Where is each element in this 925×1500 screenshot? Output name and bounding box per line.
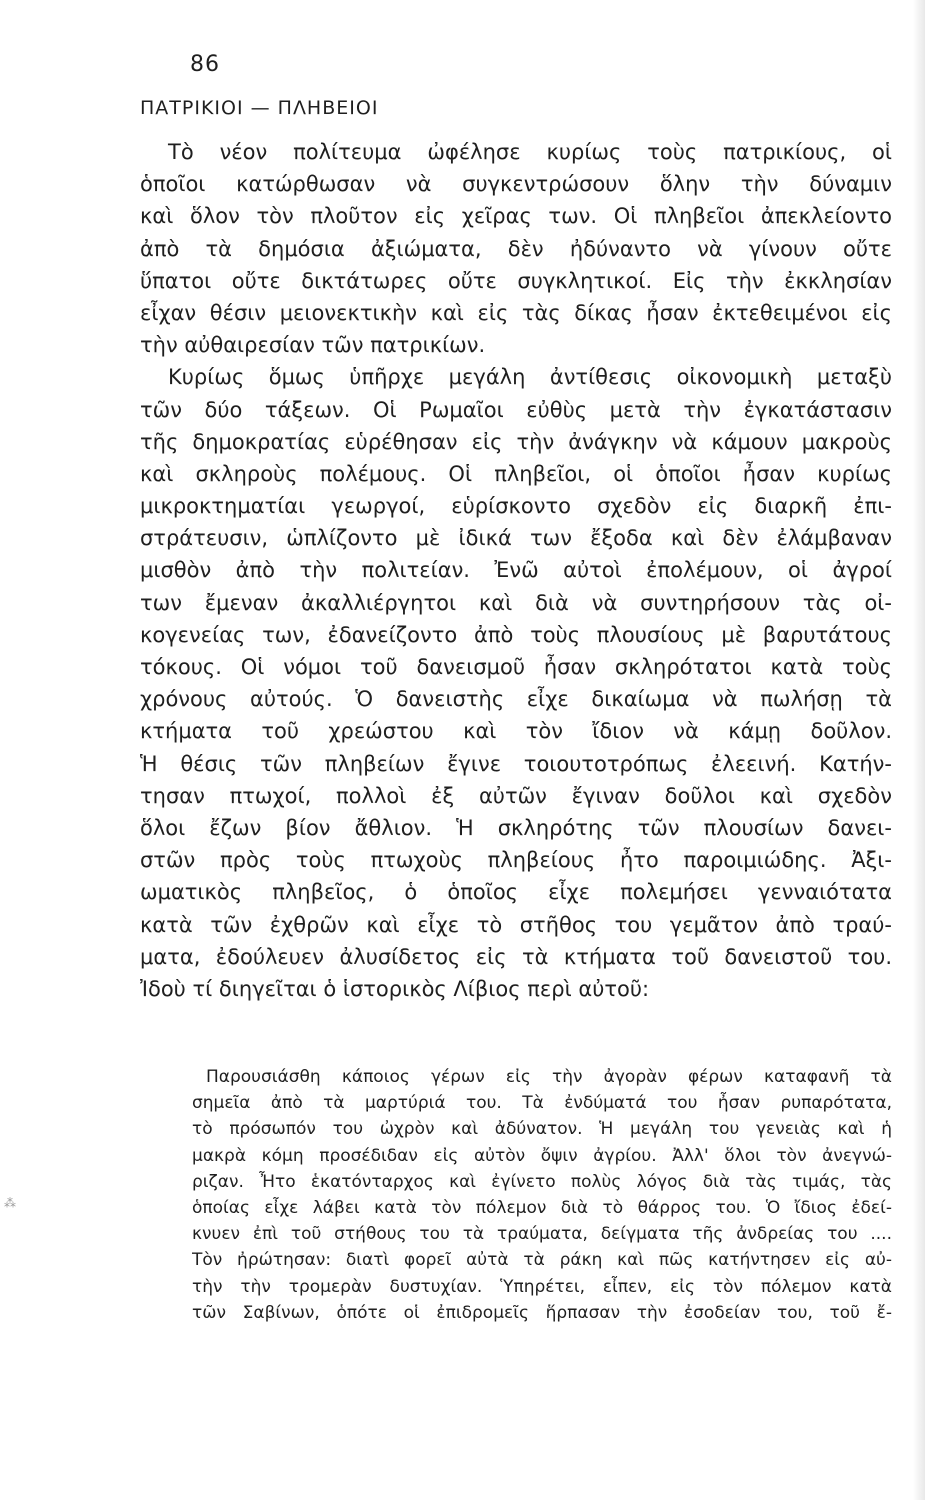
text-line: εἶχαν θέσιν μειονεκτικὴν καὶ εἰς τὰς δίκας ἦσαν ἐκτεθειμένοι εἰς [140, 300, 892, 325]
quote-line: ριζαν. Ἦτο ἑκατόνταρχος καὶ ἐγίνετο πολὺς λόγος διὰ τὰς τιμάς, τὰς [192, 1171, 892, 1192]
margin-mark: ⁂ [4, 1196, 16, 1210]
text-line: Ἡ θέσις τῶν πληβείων ἔγινε τοιουτοτρόπως ἐλεεινή. Κατήν- [140, 751, 892, 776]
text-line: μισθὸν ἀπὸ τὴν πολιτείαν. Ἐνῶ αὐτοὶ ἐπολέμουν, οἱ ἀγροί [140, 558, 892, 583]
text-line: τῶν δύο τάξεων. Οἱ Ρωμαῖοι εὐθὺς μετὰ τὴν ἐγκατάστασιν [140, 397, 892, 422]
quote-line: Παρουσιάσθη κάποιος γέρων εἰς τὴν ἀγορὰν φέρων καταφανῆ τὰ [206, 1067, 892, 1087]
text-line: των ἔμεναν ἀκαλλιέργητοι καὶ διὰ νὰ συντηρήσουν τὰς οἰ- [140, 590, 892, 615]
text-line: χρόνους αὐτούς. Ὁ δανειστὴς εἶχε δικαίωμα νὰ πωλήσῃ τὰ [140, 687, 892, 712]
quotation-block [192, 1064, 892, 1326]
main-text [140, 136, 892, 1005]
quote-line: τὸ πρόσωπόν του ὠχρὸν καὶ ἀδύνατον. Ἡ μεγάλη του γενειὰς καὶ ἡ [192, 1119, 892, 1140]
text-line: τόκους. Οἱ νόμοι τοῦ δανεισμοῦ ἦσαν σκληρότατοι κατὰ τοὺς [140, 655, 892, 679]
text-line: κογενείας των, ἐδανείζοντο ἀπὸ τοὺς πλουσίους μὲ βαρυτάτους [140, 622, 892, 647]
text-line: Τὸ νέον πολίτευμα ὠφέλησε κυρίως τοὺς πατρικίους, οἱ [168, 140, 892, 164]
text-line: στῶν πρὸς τοὺς πτωχοὺς πληβείους ἦτο παροιμιώδης. Ἀξι- [140, 848, 892, 873]
text-line: Κυρίως ὅμως ὑπῆρχε μεγάλη ἀντίθεσις οἰκονομικὴ μεταξὺ [168, 365, 892, 390]
text-line: κτήματα τοῦ χρεώστου καὶ τὸν ἴδιον νὰ κάμῃ δοῦλον. [140, 719, 892, 744]
text-line: ὕπατοι οὔτε δικτάτωρες οὔτε συγκλητικοί. Εἰς τὴν ἐκκλησίαν [140, 268, 892, 293]
page-number: 86 [190, 52, 220, 77]
text-line: καὶ ὅλον τὸν πλοῦτον εἰς χεῖρας των. Οἱ πληβεῖοι ἀπεκλείοντο [140, 204, 892, 229]
text-line: ὁποῖοι κατώρθωσαν νὰ συγκεντρώσουν ὅλην τὴν δύναμιν [140, 172, 892, 197]
quote-line: ὁποίας εἶχε λάβει κατὰ τὸν πόλεμον διὰ τὸ θάρρος του. Ὁ ἴδιος ἐδεί- [192, 1197, 892, 1218]
text-line: μικροκτηματίαι γεωργοί, εὑρίσκοντο σχεδὸν εἰς διαρκῆ ἐπι- [140, 494, 892, 519]
quote-line: τῶν Σαβίνων, ὁπότε οἱ ἐπιδρομεῖς ἥρπασαν τὴν ἐσοδείαν του, τοῦ ἔ- [192, 1302, 892, 1323]
text-line: ματα, ἐδούλευεν ἀλυσίδετος εἰς τὰ κτήματα τοῦ δανειστοῦ του. [140, 944, 892, 969]
quote-line: Τὸν ἠρώτησαν: διατὶ φορεῖ αὐτὰ τὰ ράκη καὶ πῶς κατήντησεν εἰς αὐ- [192, 1250, 892, 1271]
text-line: κατὰ τῶν ἐχθρῶν καὶ εἶχε τὸ στῆθος του γεμᾶτον ἀπὸ τραύ- [140, 912, 892, 937]
quote-line: μακρὰ κόμη προσέδιδαν εἰς αὐτὸν ὄψιν ἀγρίου. Ἀλλ' ὅλοι τὸν ἀνεγνώ- [192, 1145, 892, 1166]
quote-line: τὴν τὴν τρομερὰν δυστυχίαν. Ὑπηρέτει, εἶπεν, εἰς τὸν πόλεμον κατὰ [192, 1276, 892, 1297]
text-line: τὴν αὐθαιρεσίαν τῶν πατρικίων. [140, 333, 486, 358]
quote-line: σημεῖα ἀπὸ τὰ μαρτύριά του. Τὰ ἐνδύματά του ἦσαν ρυπαρότατα, [192, 1093, 892, 1114]
running-heading: ΠΑΤΡΙΚΙΟΙ — ΠΛΗΒΕΙΟΙ [140, 97, 379, 119]
page-edge-shadow [913, 0, 925, 1500]
quote-line: κνυεν ἐπὶ τοῦ στήθους του τὰ τραύματα, δείγματα τῆς ἀνδρείας του .... [192, 1224, 892, 1245]
text-line: τησαν πτωχοί, πολλοὶ ἐξ αὐτῶν ἔγιναν δοῦλοι καὶ σχεδὸν [140, 783, 892, 808]
text-line: ἀπὸ τὰ δημόσια ἀξιώματα, δὲν ἠδύναντο νὰ γίνουν οὔτε [140, 236, 892, 261]
text-line: Ἰδοὺ τί διηγεῖται ὁ ἱστορικὸς Λίβιος περὶ αὐτοῦ: [140, 976, 650, 1001]
text-line: τῆς δημοκρατίας εὑρέθησαν εἰς τὴν ἀνάγκην νὰ κάμουν μακροὺς [140, 429, 892, 454]
text-line: στράτευσιν, ὡπλίζοντο μὲ ἰδικά των ἔξοδα καὶ δὲν ἐλάμβαναν [140, 526, 892, 551]
text-line: καὶ σκληροὺς πολέμους. Οἱ πληβεῖοι, οἱ ὁποῖοι ἦσαν κυρίως [140, 461, 892, 486]
text-line: ὅλοι ἔζων βίον ἄθλιον. Ἡ σκληρότης τῶν πλουσίων δανει- [140, 815, 892, 840]
text-line: ωματικὸς πληβεῖος, ὁ ὁποῖος εἶχε πολεμήσει γενναιότατα [140, 880, 892, 905]
